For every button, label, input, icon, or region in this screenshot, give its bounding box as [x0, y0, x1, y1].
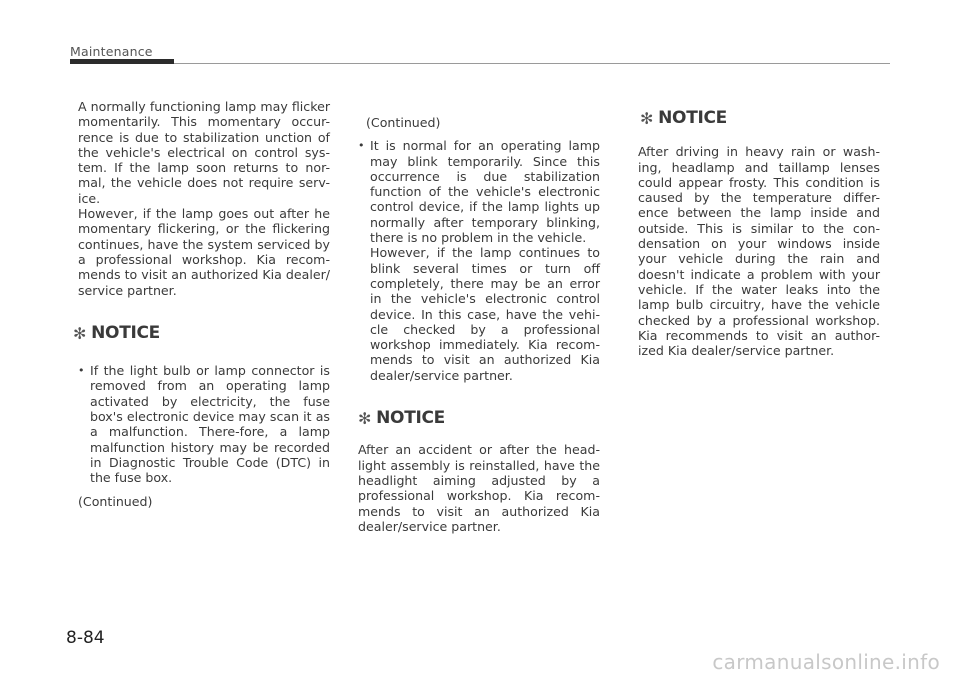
notice-text-headlight: After an accident or after the head-light assembly is reinstalled, have the headlight aiming adjusted by a professional workshop. Kia recom-mends to visit an authorized Kia dealer/service partner.	[358, 442, 600, 534]
notice-title: NOTICE	[91, 322, 160, 343]
notice-heading	[73, 322, 330, 343]
paragraph-goes-out: However, if the lamp goes out after he momentary flickering, or the flickering continues, have the system serviced by a professional workshop. Kia recom-mends to visit an authorized Kia dealer/ service partner.	[78, 206, 330, 298]
column-middle	[358, 115, 600, 534]
watermark: carmanualsonline.info	[712, 650, 940, 674]
asterisk-notice-icon: ✻	[640, 109, 654, 128]
asterisk-notice-icon: ✻	[73, 323, 87, 343]
continued-label: (Continued)	[78, 493, 153, 509]
section-header-bar	[70, 59, 174, 64]
continued-label: (Continued)	[366, 115, 441, 130]
bullet-text-error: However, if the lamp continues to blink several times or turn off completely, there may be an error in the vehicle's electronic control device. In this case, have the vehi-cle checked by a professional workshop immediately. Kia recom-mends to visit an authorized Kia dealer/service partner.	[370, 245, 600, 383]
section-header-label: Maintenance	[70, 44, 153, 59]
notice-title: NOTICE	[658, 108, 727, 128]
column-left	[73, 99, 330, 509]
notice-bullet	[358, 138, 600, 383]
bullet-text-normal-blink: It is normal for an operating lamp may blink temporarily. Since this occurrence is due stabilization function of the vehicle's electronic control device, if the lamp lights up normally after temporary blinking, there is no problem in the vehicle.	[370, 138, 600, 246]
notice-text-frosty: After driving in heavy rain or wash-ing, headlamp and taillamp lenses could appear frosty. This condition is caused by the temperature differ-ence between the lamp inside and outside. This is similar to the con-densation on your windows inside your vehicle during the rain and doesn't indicate a problem with your vehicle. If the water leaks into the lamp bulb circuitry, have the vehicle checked by a professional workshop. Kia recommends to visit an author-ized Kia dealer/service partner.	[638, 144, 880, 359]
notice-heading	[358, 408, 600, 429]
page-number: 8-84	[66, 628, 105, 648]
section-header-rule	[174, 63, 890, 64]
notice-title: NOTICE	[376, 408, 445, 429]
paragraph-flicker: A normally functioning lamp may flicker momentarily. This momentary occur-rence is due to stabilization unction of the vehicle's electrical on control sys-tem. If the lamp soon returns to nor-mal, the vehicle does not require serv-ice.	[78, 99, 330, 206]
asterisk-notice-icon: ✻	[358, 409, 372, 429]
column-right	[638, 108, 880, 359]
bullet-text: If the light bulb or lamp connector is removed from an operating lamp activated by electricity, the fuse box's electronic device may scan it as a malfunction. There-fore, a lamp malfunction history may be recorded in Diagnostic Trouble Code (DTC) in the fuse box.	[90, 363, 330, 486]
bullet-dot-icon: •	[78, 364, 85, 378]
notice-heading	[640, 108, 880, 128]
notice-bullet	[78, 363, 330, 485]
bullet-dot-icon: •	[358, 139, 365, 153]
